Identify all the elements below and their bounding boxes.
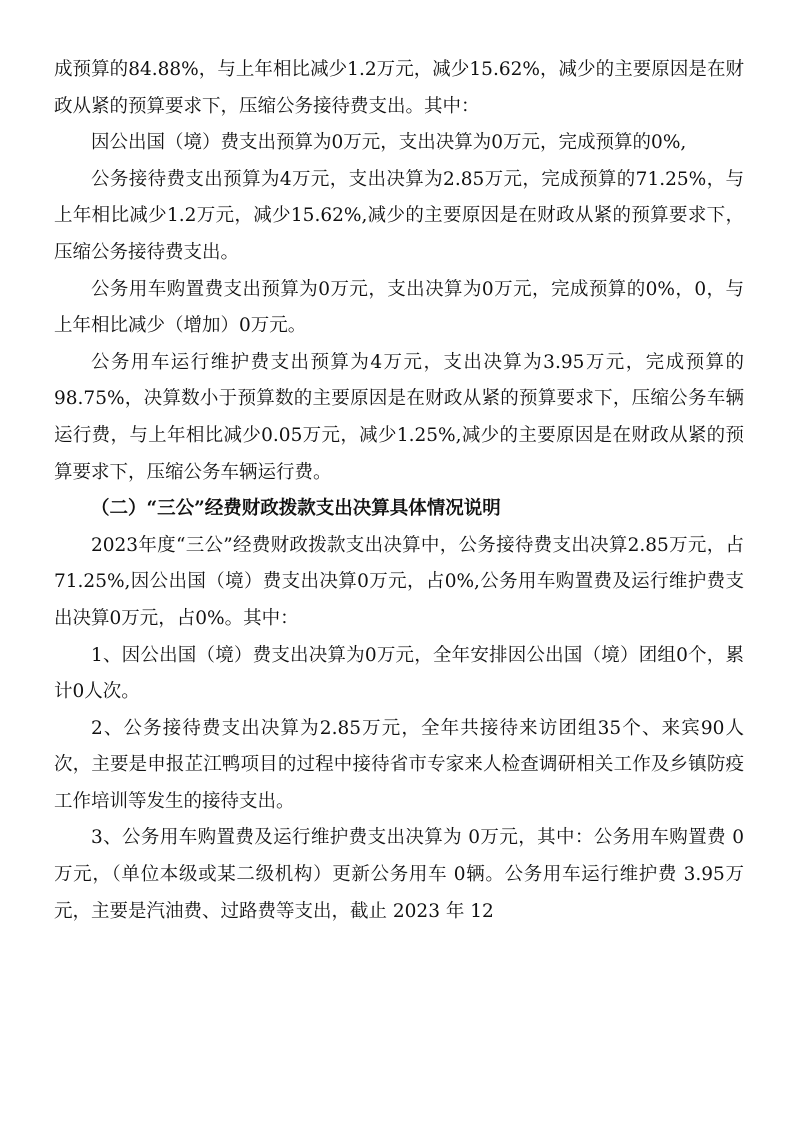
- document-page: [54, 52, 744, 930]
- paragraph-vehicle-operation-budget: 公务用车运行维护费支出预算为4万元，支出决算为3.95万元，完成预算的98.75%，决算数小于预算数的主要原因是在财政从紧的预算要求下，压缩公务车辆运行费，与上年相比减少0.05万元，减少1.25%,减少的主要原因是在财政从紧的预算要求下，压缩公务车辆运行费。: [54, 351, 744, 483]
- list-item-overseas-spending: 1、因公出国（境）费支出决算为0万元，全年安排因公出国（境）团组0个，累计0人次。: [54, 644, 744, 703]
- paragraph-overseas-budget: 因公出国（境）费支出预算为0万元，支出决算为0万元，完成预算的0%,: [91, 132, 687, 154]
- list-item-vehicle-spending: 3、公务用车购置费及运行维护费支出决算为 0万元，其中：公务用车购置费 0万元，（单位本级或某二级机构）更新公务用车 0辆。公务用车运行维护费 3.95万元，主要是汽油费、过路费等支出，截止 2023 年 12: [54, 827, 744, 922]
- paragraph-2023-final-accounts: 2023年度“三公”经费财政拨款支出决算中，公务接待费支出决算2.85万元，占71.25%,因公出国（境）费支出决算0万元，占0%,公务用车购置费及运行维护费支出决算0万元，占0%。其中：: [54, 534, 744, 629]
- section-heading-three-public-details: （二）“三公”经费财政拨款支出决算具体情况说明: [91, 498, 501, 520]
- paragraph-vehicle-purchase-budget: 公务用车购置费支出预算为0万元，支出决算为0万元，完成预算的0%，0，与上年相比减少（增加）0万元。: [54, 278, 744, 337]
- paragraph-three-public-summary: 成预算的84.88%，与上年相比减少1.2万元，减少15.62%，减少的主要原因是在财政从紧的预算要求下，压缩公务接待费支出。其中：: [54, 59, 744, 117]
- paragraph-reception-budget: 公务接待费支出预算为4万元，支出决算为2.85万元，完成预算的71.25%，与上年相比减少1.2万元，减少15.62%,减少的主要原因是在财政从紧的预算要求下，压缩公务接待费支出。: [54, 168, 744, 263]
- list-item-reception-spending: 2、公务接待费支出决算为2.85万元，全年共接待来访团组35个、来宾90人次，主要是申报芷江鸭项目的过程中接待省市专家来人检查调研相关工作及乡镇防疫工作培训等发生的接待支出。: [54, 717, 744, 812]
